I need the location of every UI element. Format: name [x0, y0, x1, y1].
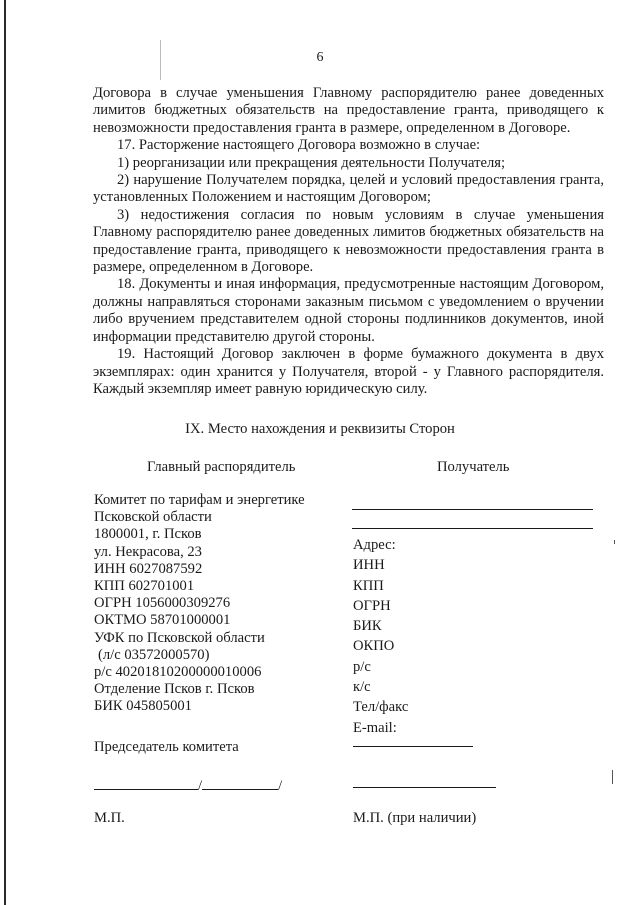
left-party-details — [94, 492, 334, 716]
paragraph: Договора в случае уменьшения Главному распорядителю ранее доведенных лимитов бюджетных обязательств на предоставление гранта, приводящего к невозможности предоставления гранта в размере, определенном в Договоре. — [93, 85, 604, 136]
page-edge — [4, 0, 6, 905]
left-party-line: УФК по Псковской области — [94, 629, 265, 646]
right-party-line: р/с — [353, 658, 371, 675]
right-party-line: Тел/факс — [353, 699, 409, 716]
recipient-name-line-1 — [352, 509, 593, 510]
right-party-line: к/с — [353, 679, 371, 696]
signature-name-line — [202, 775, 278, 790]
page-number: 6 — [316, 50, 324, 65]
right-party-line: КПП — [353, 577, 384, 594]
signature-separator: / — [198, 778, 203, 794]
recipient-signature-line — [353, 787, 496, 788]
right-party-line: ИНН — [353, 557, 385, 574]
right-party-line: ОГРН — [353, 597, 391, 614]
left-party-line: р/с 40201810200000010006 — [94, 664, 262, 681]
paragraph: 2) нарушение Получателем порядка, целей и условий предоставления гранта, установленных Положением и настоящим Договором; — [93, 172, 604, 206]
left-seal-label: М.П. — [94, 810, 125, 826]
left-party-line: (л/с 03572000570) — [98, 646, 210, 663]
left-party-line: Отделение Псков г. Псков — [94, 681, 255, 698]
left-party-line: Псковской области — [94, 509, 212, 526]
scan-mark — [160, 40, 161, 80]
left-party-line: ОКТМО 58701000001 — [94, 612, 231, 629]
paragraph: 19. Настоящий Договор заключен в форме бумажного документа в двух экземплярах: один хранится у Получателя, второй - у Главного распорядителя. Каждый экземпляр имеет равную юридическую силу. — [93, 346, 604, 397]
right-party-line: E-mail: — [353, 719, 397, 736]
right-party-details — [353, 535, 553, 738]
left-party-line: КПП 602701001 — [94, 578, 195, 595]
section-title: IX. Место нахождения и реквизиты Сторон — [185, 421, 455, 437]
left-party-line: ИНН 6027087592 — [94, 560, 203, 577]
left-party-line: БИК 045805001 — [94, 698, 192, 715]
left-signature-block — [94, 775, 282, 795]
paragraph: 17. Расторжение настоящего Договора возможно в случае: — [117, 137, 481, 154]
paragraph: 1) реорганизации или прекращения деятельности Получателя; — [117, 154, 506, 171]
signature-separator: / — [278, 778, 283, 794]
left-party-line: ул. Некрасова, 23 — [94, 543, 202, 560]
right-party-line: Адрес: — [353, 537, 396, 553]
left-party-heading: Главный распорядитель — [147, 459, 296, 475]
left-party-line: 1800001, г. Псков — [94, 526, 202, 543]
signature-line — [94, 775, 198, 790]
scan-mark — [614, 540, 615, 544]
right-party-line: ОКПО — [353, 638, 395, 655]
right-party-heading: Получатель — [437, 459, 510, 475]
left-party-line: Комитет по тарифам и энергетике — [94, 492, 305, 508]
paragraph: 3) недостижения согласия по новым условиям в случае уменьшения Главному распорядителю ранее доведенных лимитов бюджетных обязательств на предоставление гранта, приводящего к невозможности предоставления гранта в размере, определенном в Договоре. — [93, 206, 604, 276]
right-party-line: БИК — [353, 618, 382, 635]
paragraph: 18. Документы и иная информация, предусмотренные настоящим Договором, должны направляться сторонами заказным письмом с уведомлением о вручении либо вручением представителем одной стороны подлинников документов, иной информации представителю другой стороны. — [93, 276, 604, 345]
right-seal-label: М.П. (при наличии) — [353, 810, 477, 826]
signatory-title: Председатель комитета — [94, 739, 239, 755]
recipient-name-line-2 — [352, 528, 593, 529]
contract-body — [93, 85, 604, 398]
scan-mark — [612, 770, 613, 784]
left-party-line: ОГРН 1056000309276 — [94, 595, 231, 612]
recipient-signatory-line — [353, 746, 473, 747]
